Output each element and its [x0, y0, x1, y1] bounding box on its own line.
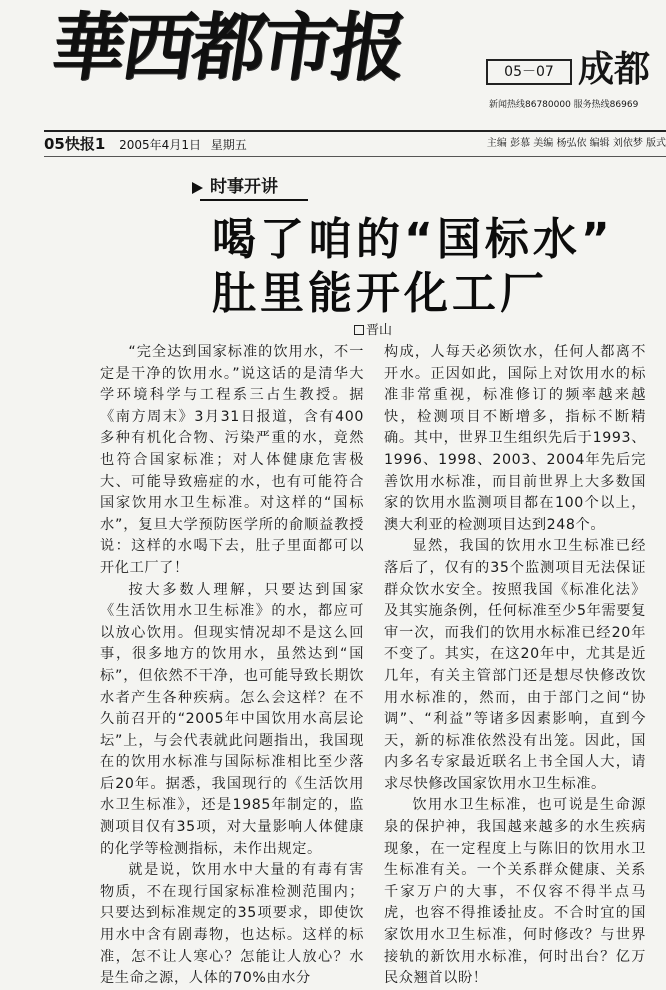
issue-line — [44, 134, 666, 154]
issue-weekday: 星期五 — [210, 138, 247, 152]
bottom-rule — [44, 156, 666, 157]
page-section: 05快报1 — [44, 135, 106, 153]
article-paragraph: 显然，我国的饮用水卫生标准已经落后了，仅有的35个监测项目无法保证群众饮水安全。按照我国《标准化法》及其实施条例，任何标准至少5年需要复审一次，而我们的饮用水标准已经20年不变了。其实，在这20年中，尤其是近几年，有关主管部门还是想尽快修改饮用水标准的，然而，由于部门之间“协调”、“利益”等诸多因素影响，直到今天，新的标准依然没有出笼。因此，国内多名专家最近联名上书全国人大，请求尽快修改国家饮用水卫生标准。 — [384, 538, 646, 792]
article-column-left — [100, 342, 364, 987]
byline — [354, 321, 434, 341]
article-paragraph: 构成，人每天必须饮水，任何人都离不开水。正因如此，国际上对饮用水的标准非常重视，标准修订的频率越来越快，检测项目不断增多，指标不断精确。其中，世界卫生组织先后于1993、1996、1998、2003、2004年先后完善饮用水标准，而目前世界上大多数国家的饮用水监测项目都在100个以上，澳大利亚的检测项目达到248个。 — [384, 344, 646, 533]
byline-author: 晋山 — [366, 323, 393, 338]
article-paragraph: “完全达到国家标准的饮用水，不一定是干净的饮用水。”说这话的是清华大学环境科学与工程系三占生教授。据《南方周末》3月31日报道，含有400多种有机化合物、污染严重的水，竟然也符合国家标准；对人体健康危害极大、可能导致癌症的水，也有可能符合国家饮用水卫生标准。对这样的“国标水”，复旦大学预防医学所的俞顺益教授说：这样的水喝下去，肚子里面都可以开化工厂了！ — [100, 344, 364, 576]
edition-box: 05－07 — [486, 59, 572, 85]
hotlines: 新闻热线86780000 服务热线86969 — [489, 100, 639, 110]
article-paragraph: 饮用水卫生标准，也可说是生命源泉的保护神，我国越来越多的水生疾病现象，在一定程度上与陈旧的饮用水卫生标准有关。一个关系群众健康、关系千家万户的大事，不仅容不得半点马虎，也容不得推诿扯皮。不合时宜的国家饮用水卫生标准，何时修改？与世界接轨的新饮用水标准，何时出台？亿万民众翘首以盼！ — [384, 797, 646, 987]
issue-date: 2005年4月1日 — [119, 138, 201, 152]
newspaper-masthead: 華西都市报 — [45, 5, 409, 91]
headline-line-1: 喝了咱的“国标水” — [212, 214, 614, 265]
city-edition: 成都 — [578, 49, 651, 90]
triangle-marker-icon — [192, 182, 203, 194]
column-banner — [192, 175, 304, 199]
top-rule — [44, 130, 666, 132]
article-column-right — [384, 342, 646, 987]
column-name: 时事开讲 — [210, 177, 278, 197]
byline-box-icon — [354, 325, 364, 335]
headline-line-2: 肚里能开化工厂 — [212, 268, 548, 319]
article-paragraph: 就是说，饮用水中大量的有毒有害物质，不在现行国家标准检测范围内；只要达到标准规定的35项要求，即使饮用水中含有剧毒物，也达标。这样的标准，怎不让人寒心？怎能让人放心？水是生命之源，人体的70%由水分 — [100, 862, 364, 987]
editors-credit: 主编 彭慕 美编 杨弘依 编辑 刘依梦 版式 — [486, 138, 666, 149]
article-paragraph: 按大多数人理解，只要达到国家《生活饮用水卫生标准》的水，都应可以放心饮用。但现实情况却不是这么回事，很多地方的饮用水，虽然达到“国标”，但依然不干净，也可能导致长期饮水者产生各种疾病。怎么会这样？在不久前召开的“2005年中国饮用水高层论坛”上，与会代表就此问题指出，我国现在的饮用水标准与国际标准相比至少落后20年。据悉，我国现行的《生活饮用水卫生标准》，还是1985年制定的，监测项目仅有35项，对大量影响人体健康的化学等检测指标，未作出规定。 — [100, 581, 364, 857]
column-underline — [200, 199, 308, 201]
